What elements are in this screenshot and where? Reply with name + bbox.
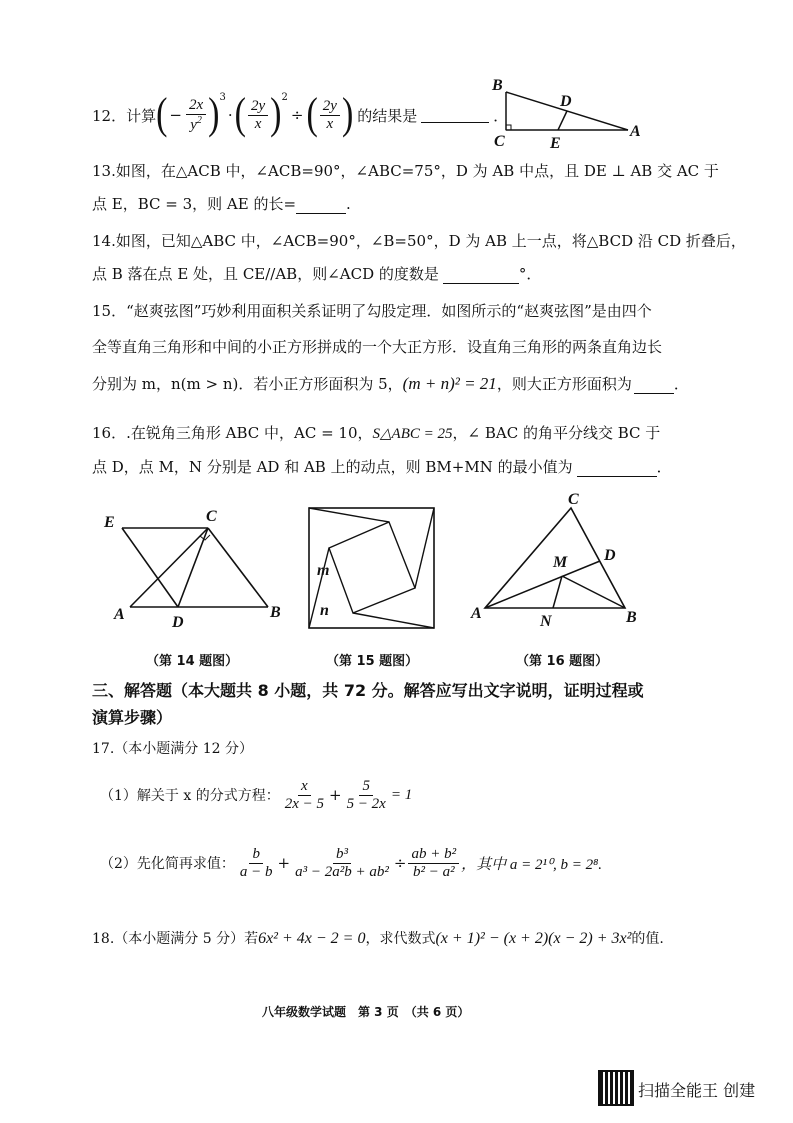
q17-p1-fraction-1: $\frac{x}{2x - 5}$ <box>284 778 324 812</box>
section-3-heading-line-2: 演算步骤） <box>92 708 173 727</box>
fig13-label-c: C <box>494 133 505 150</box>
q12-minus: − <box>169 106 182 124</box>
scanner-watermark: 扫描全能王 创建 <box>638 1081 756 1100</box>
question-18: 18.（本小题满分 5 分）若6x² + 4x − 2 = 0，求代数式(x + 1)² − (x + 2)(x − 2) + 3x²的值. <box>92 930 664 947</box>
paren-open-2: ( <box>234 90 246 139</box>
question-16-line-2: 点 D，点 M，N 分别是 AD 和 AB 上的动点，则 BM+MN 的最小值为 ． <box>92 458 672 476</box>
question-14-line-2: 点 B 落在点 E 处，且 CE//AB，则∠ACD 的度数是 °． <box>92 265 542 283</box>
paren-close: ) <box>208 90 220 139</box>
paren-close-2: ) <box>270 90 282 139</box>
q17-p2-fraction-2: $\frac{\text{b³}}{\text{a³ − 2a²b + ab²}}$ <box>295 846 389 880</box>
q16-answer-blank[interactable] <box>577 462 657 477</box>
fig14-label-e: E <box>104 514 115 531</box>
q17-p2-fraction-1: $\frac{b}{a - b}$ <box>239 846 273 880</box>
fig14-label-b: B <box>270 604 281 621</box>
fig14-label-d: D <box>172 614 184 630</box>
q12-fraction-1: $\frac{2x}{y^2}$ <box>186 97 206 133</box>
question-13-line-1: 13.如图，在△ACB 中，∠ACB=90°，∠ABC=75°，D 为 AB 中点，且 DE ⊥ AB 交 AC 于 <box>92 162 719 180</box>
q12-dot: · <box>227 106 233 124</box>
question-17-title: 17.（本小题满分 12 分） <box>92 741 253 757</box>
fig16-caption: （第 16 题图） <box>516 654 609 669</box>
q17-p1-fraction-2: $\frac{5}{5 - 2x}$ <box>346 778 386 812</box>
fig15-label-m: m <box>317 562 330 579</box>
question-15-line-1: 15．“赵爽弦图”巧妙利用面积关系证明了勾股定理．如图所示的“赵爽弦图”是由四个 <box>92 302 652 320</box>
paren-open-3: ( <box>306 90 318 139</box>
q12-tail: 的结果是 <box>357 106 418 125</box>
q12-fraction-2: $\frac{2y}{x}$ <box>248 98 268 132</box>
paren-open: ( <box>156 90 168 139</box>
page-footer: 八年级数学试题 第 3 页 （共 6 页） <box>262 1005 470 1019</box>
q15-answer-blank[interactable] <box>634 379 674 394</box>
question-14-line-1: 14.如图，已知△ABC 中，∠ACB=90°，∠B=50°，D 为 AB 上一点，将△BCD 沿 CD 折叠后， <box>92 232 746 250</box>
q13-answer-blank[interactable] <box>296 199 346 214</box>
fig14-label-c: C <box>206 508 217 525</box>
question-17-part-2: （2）先化简再求值： $\frac{b}{a - b}$ + $\frac{\text{b³}}{\text{a³ − 2a²b + ab²}}$ ÷ $\frac{\text{ab + b²}}{\text{b² − a²}}$ ，其中 a = 2¹⁰, b = 2⁸. <box>100 846 603 880</box>
figure-13 <box>488 74 648 154</box>
figure-16 <box>465 488 645 633</box>
fig16-label-n: N <box>540 613 552 630</box>
q12-fraction-3: $\frac{2y}{x}$ <box>320 98 340 132</box>
fig13-label-e: E <box>550 135 561 152</box>
fig16-label-d: D <box>604 547 616 564</box>
q12-exp-1: 3 <box>219 92 226 103</box>
fig14-label-a: A <box>114 606 125 623</box>
fig16-label-c: C <box>568 491 579 508</box>
fig15-label-n: n <box>320 602 329 619</box>
q14-answer-blank[interactable] <box>443 269 519 284</box>
section-3-heading-line-1: 三、解答题（本大题共 8 小题，共 72 分。解答应写出文字说明，证明过程或 <box>92 681 644 700</box>
q12-answer-blank[interactable] <box>421 108 489 123</box>
fig16-label-a: A <box>471 605 482 622</box>
question-15-line-3: 分别为 m，n(m > n)．若小正方形面积为 5，(m + n)² = 21，则大正方形面积为 ． <box>92 374 689 393</box>
question-16-line-1: 16．.在锐角三角形 ABC 中，AC = 10，S△ABC = 25，∠ BAC 的角平分线交 BC 于 <box>92 424 661 442</box>
question-17-part-1: （1）解关于 x 的分式方程： $\frac{x}{2x - 5}$ + $\frac{5}{5 - 2x}$ = 1 <box>100 778 413 812</box>
paren-close-3: ) <box>341 90 354 139</box>
figure-14 <box>100 505 300 630</box>
fig16-label-b: B <box>626 609 637 626</box>
q12-div: ÷ <box>290 106 304 124</box>
q12-exp-2: 2 <box>281 92 288 103</box>
qr-code-icon <box>598 1070 634 1106</box>
question-12 <box>92 90 508 140</box>
question-13-line-2: 点 E，BC = 3，则 AE 的长= . <box>92 195 351 213</box>
q17-p2-fraction-3: $\frac{\text{ab + b²}}{\text{b² − a²}}$ <box>408 846 459 880</box>
fig16-label-m: M <box>553 554 568 571</box>
fig13-label-b: B <box>492 77 503 94</box>
fig15-caption: （第 15 题图） <box>326 654 419 669</box>
q12-number: 12．计算 <box>92 106 157 125</box>
fig13-label-d: D <box>560 93 572 110</box>
fig14-caption: （第 14 题图） <box>146 654 239 669</box>
question-15-line-2: 全等直角三角形和中间的小正方形拼成的一个大正方形．设直角三角形的两条直角边长 <box>92 338 663 356</box>
fig13-label-a: A <box>630 123 641 140</box>
figure-15 <box>305 505 440 630</box>
q12-end: ． <box>493 106 509 125</box>
